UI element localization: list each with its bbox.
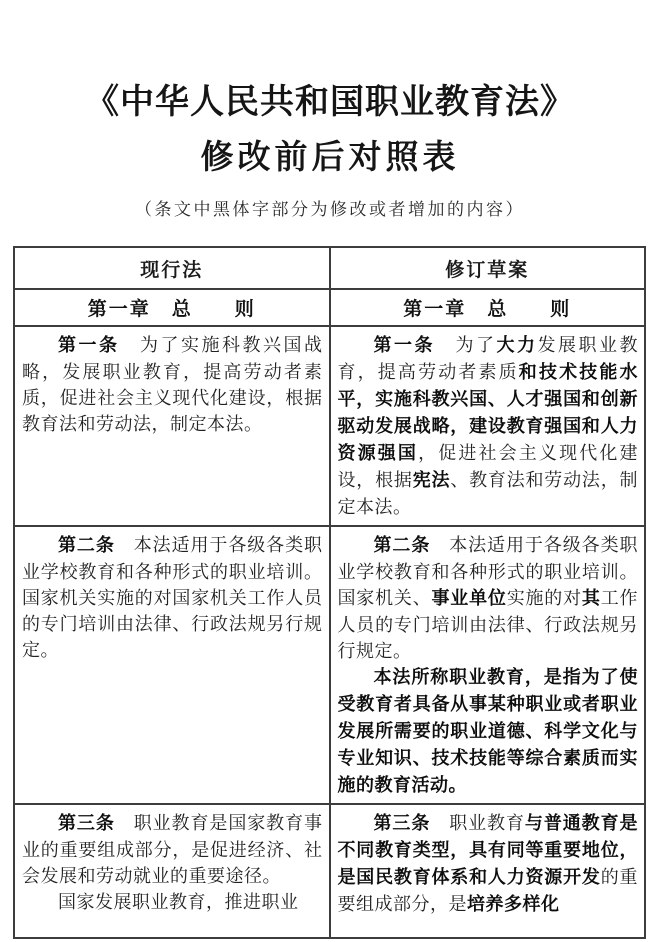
article-1-draft-cell: [330, 326, 646, 526]
page-title-line1: 《中华人民共和国职业教育法》: [85, 84, 575, 121]
table-header-row: [14, 247, 645, 289]
paragraph: 第一条 为了大力发展职业教育，提高劳动者素质和技术技能水平，实施科教兴国、人才强国和创新驱动发展战略，建设教育强国和人力资源强国，促进社会主义现代化建设，根据宪法、教育法和劳动法，制定本法。: [337, 335, 639, 517]
paragraph: 本法所称职业教育，是指为了使受教育者具备从事某种职业或者职业发展所需要的职业道德、科学文化与专业知识、技术技能等综合素质而实施的教育活动。: [337, 667, 638, 796]
paragraph: 第二条 本法适用于各级各类职业学校教育和各种形式的职业培训。国家机关、事业单位实施的对其工作人员的专门培训由法律、行政法规另行规定。: [337, 535, 639, 661]
document-header: [0, 0, 660, 220]
article-2-draft-cell: [330, 526, 646, 804]
chapter-cell-current: 第一章 总 则: [14, 289, 330, 326]
paragraph: 第三条 职业教育与普通教育是不同教育类型，具有同等重要地位，是国民教育体系和人力资源开发的重要组成部分，是培养多样化: [337, 813, 639, 915]
chapter-cell-draft: 第一章 总 则: [330, 289, 646, 326]
article-2-current-cell: [14, 526, 330, 804]
article-3-draft-cell: [330, 804, 646, 938]
paragraph: 第二条 本法适用于各级各类职业学校教育和各种形式的职业培训。国家机关实施的对国家机关工作人员的专门培训由法律、行政法规另行规定。: [22, 535, 323, 660]
column-header-revised-draft: 修订草案: [330, 247, 646, 289]
page-subtitle: （条文中黑体字部分为修改或者增加的内容）: [135, 200, 525, 219]
article-row-2: [14, 526, 645, 804]
article-3-current-cell: [14, 804, 330, 938]
comparison-table: [13, 246, 646, 939]
paragraph: 国家发展职业教育，推进职业: [58, 892, 299, 912]
article-row-3: [14, 804, 645, 938]
article-1-current-cell: [14, 326, 330, 526]
page-title-line2: 修改前后对照表: [200, 140, 460, 176]
paragraph: 第三条 职业教育是国家教育事业的重要组成部分，是促进经济、社会发展和劳动就业的重要途径。: [22, 813, 323, 886]
column-header-current-law: 现行法: [14, 247, 330, 289]
articles-body: [14, 326, 645, 938]
chapter-row: [14, 289, 645, 326]
article-row-1: [14, 326, 645, 526]
paragraph: 第一条 为了实施科教兴国战略，发展职业教育，提高劳动者素质，促进社会主义现代化建设，根据教育法和劳动法，制定本法。: [22, 335, 323, 434]
